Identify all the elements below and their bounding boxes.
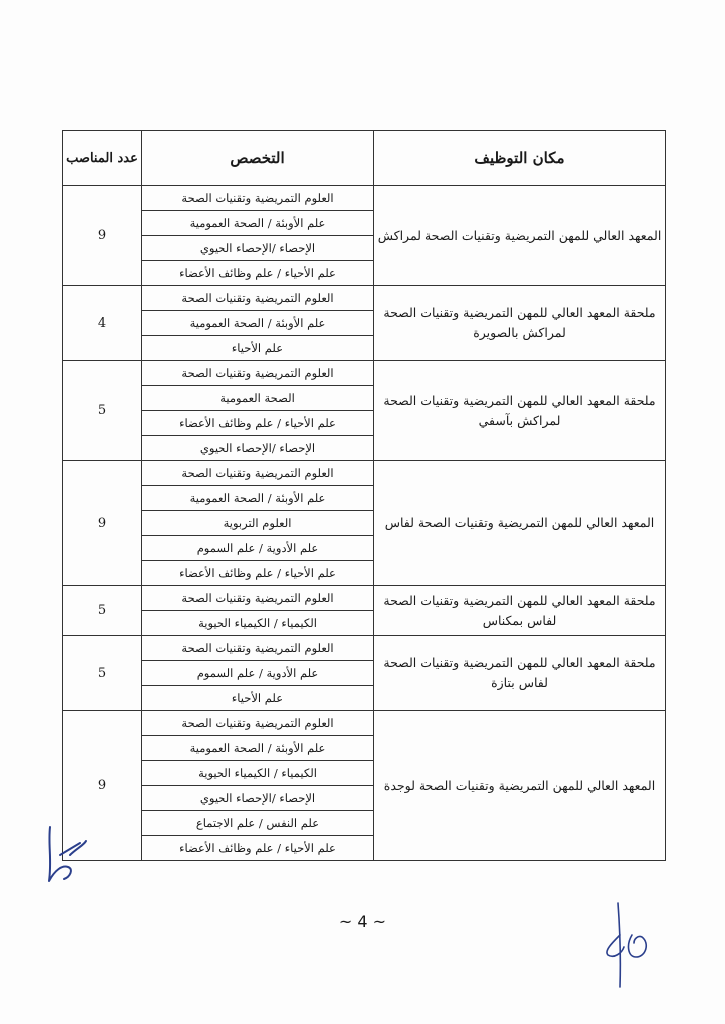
- table-row: [63, 361, 666, 386]
- table-row: [63, 586, 666, 611]
- table-row: [63, 286, 666, 311]
- specialty-cell: علم الأحياء / علم وظائف الأعضاء: [142, 411, 374, 436]
- job-positions-table: [62, 130, 666, 861]
- header-count: عدد المناصب: [63, 131, 142, 186]
- table-row: [63, 636, 666, 661]
- employment-place-cell: المعهد العالي للمهن التمريضية وتقنيات الصحة لفاس: [374, 461, 666, 586]
- specialty-cell: علم الأحياء: [142, 686, 374, 711]
- specialty-cell: علم الأحياء / علم وظائف الأعضاء: [142, 561, 374, 586]
- table-header-row: [63, 131, 666, 186]
- right-paraph-signature: [598, 895, 658, 995]
- positions-count-cell: 5: [63, 361, 142, 461]
- employment-place-cell: ملحقة المعهد العالي للمهن التمريضية وتقنيات الصحة لفاس بمكناس: [374, 586, 666, 636]
- employment-place-cell: ملحقة المعهد العالي للمهن التمريضية وتقنيات الصحة لفاس بتازة: [374, 636, 666, 711]
- specialty-cell: علم الأحياء: [142, 336, 374, 361]
- specialty-cell: علم الأدوية / علم السموم: [142, 536, 374, 561]
- specialty-cell: علم الأدوية / علم السموم: [142, 661, 374, 686]
- table-row: [63, 711, 666, 736]
- specialty-cell: الكيمياء / الكيمياء الحيوية: [142, 761, 374, 786]
- employment-place-cell: ملحقة المعهد العالي للمهن التمريضية وتقنيات الصحة لمراكش بالصويرة: [374, 286, 666, 361]
- specialty-cell: العلوم التمريضية وتقنيات الصحة: [142, 636, 374, 661]
- specialty-cell: العلوم التمريضية وتقنيات الصحة: [142, 361, 374, 386]
- specialty-cell: العلوم التمريضية وتقنيات الصحة: [142, 461, 374, 486]
- positions-count-cell: 5: [63, 586, 142, 636]
- specialty-cell: العلوم التربوية: [142, 511, 374, 536]
- employment-place-cell: المعهد العالي للمهن التمريضية وتقنيات الصحة لمراكش: [374, 186, 666, 286]
- employment-place-cell: المعهد العالي للمهن التمريضية وتقنيات الصحة لوجدة: [374, 711, 666, 861]
- table-row: [63, 186, 666, 211]
- page-number: ~ 4 ~: [338, 912, 387, 931]
- positions-count-cell: 9: [63, 461, 142, 586]
- specialty-cell: علم الأحياء / علم وظائف الأعضاء: [142, 836, 374, 861]
- specialty-cell: علم الأوبئة / الصحة العمومية: [142, 486, 374, 511]
- specialty-cell: الإحصاء /الإحصاء الحيوي: [142, 236, 374, 261]
- specialty-cell: الكيمياء / الكيمياء الحيوية: [142, 611, 374, 636]
- specialty-cell: الإحصاء /الإحصاء الحيوي: [142, 436, 374, 461]
- positions-count-cell: 5: [63, 636, 142, 711]
- table-row: [63, 461, 666, 486]
- specialty-cell: الصحة العمومية: [142, 386, 374, 411]
- specialty-cell: العلوم التمريضية وتقنيات الصحة: [142, 186, 374, 211]
- specialty-cell: علم الأوبئة / الصحة العمومية: [142, 311, 374, 336]
- specialty-cell: العلوم التمريضية وتقنيات الصحة: [142, 711, 374, 736]
- specialty-cell: العلوم التمريضية وتقنيات الصحة: [142, 586, 374, 611]
- positions-count-cell: 4: [63, 286, 142, 361]
- specialty-cell: علم الأحياء / علم وظائف الأعضاء: [142, 261, 374, 286]
- header-specialty: التخصص: [142, 131, 374, 186]
- employment-place-cell: ملحقة المعهد العالي للمهن التمريضية وتقنيات الصحة لمراكش بآسفي: [374, 361, 666, 461]
- specialty-cell: الإحصاء /الإحصاء الحيوي: [142, 786, 374, 811]
- positions-count-cell: 9: [63, 711, 142, 861]
- left-paraph-signature: [40, 815, 90, 890]
- specialty-cell: علم الأوبئة / الصحة العمومية: [142, 736, 374, 761]
- header-place: مكان التوظيف: [374, 131, 666, 186]
- specialty-cell: علم الأوبئة / الصحة العمومية: [142, 211, 374, 236]
- specialty-cell: علم النفس / علم الاجتماع: [142, 811, 374, 836]
- positions-count-cell: 9: [63, 186, 142, 286]
- specialty-cell: العلوم التمريضية وتقنيات الصحة: [142, 286, 374, 311]
